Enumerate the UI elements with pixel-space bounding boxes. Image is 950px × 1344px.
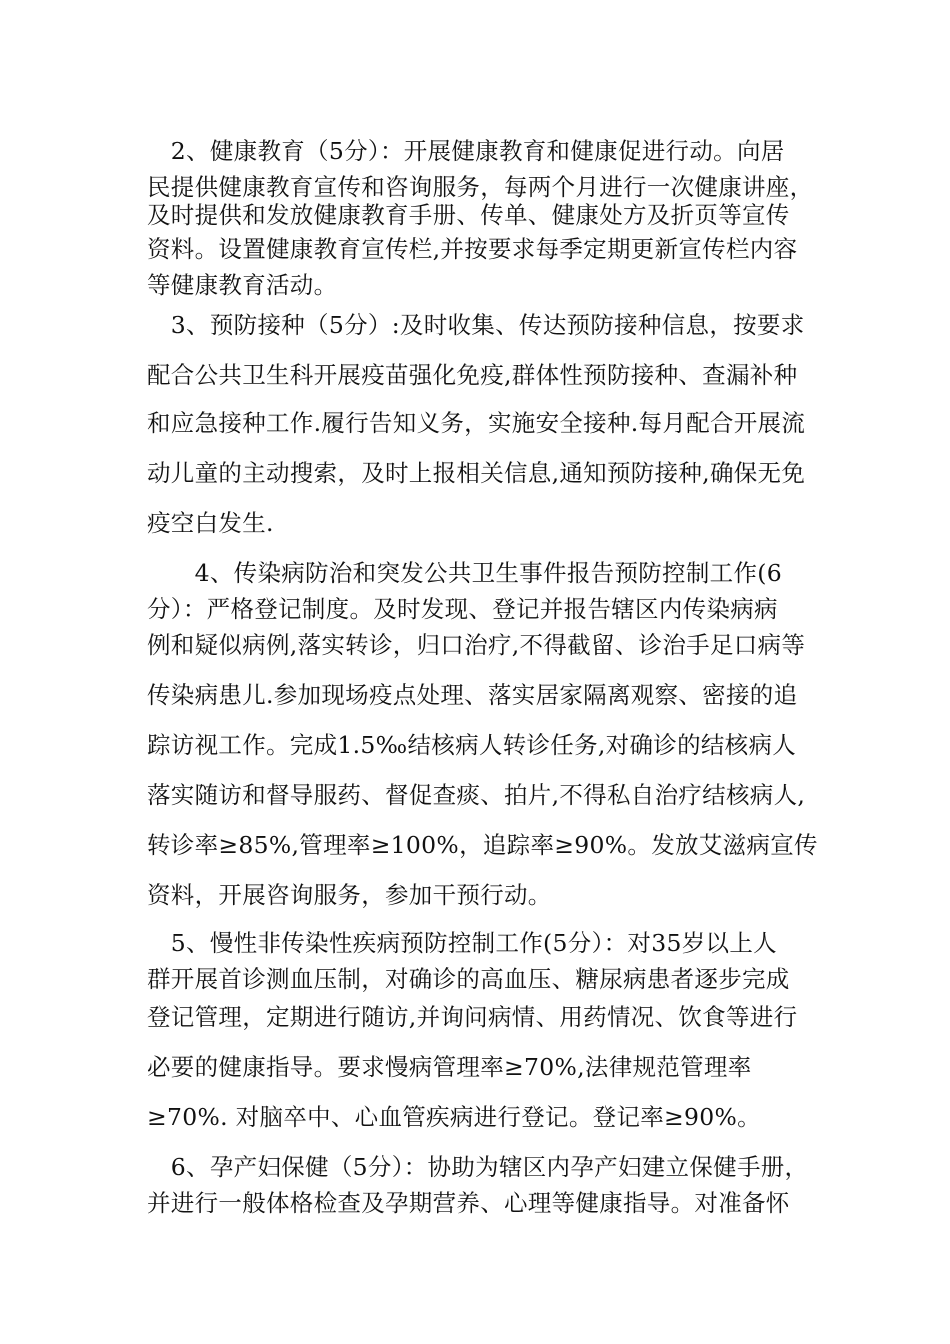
text-line: 6、孕产妇保健（5分）：协助为辖区内孕产妇建立保健手册， [147,1153,809,1181]
text-line: 4、传染病防治和突发公共卫生事件报告预防控制工作(6 [147,559,782,587]
text-line: 群开展首诊测血压制，对确诊的高血压、糖尿病患者逐步完成 [147,965,790,993]
text-line: 和应急接种工作.履行告知义务，实施安全接种.每月配合开展流 [147,409,806,437]
text-line: 疫空白发生. [147,509,274,537]
text-line: 并进行一般体格检查及孕期营养、心理等健康指导。对准备怀 [147,1189,790,1217]
text-line: 等健康教育活动。 [147,271,338,299]
text-line: 民提供健康教育宣传和咨询服务，每两个月进行一次健康讲座， [147,173,814,201]
text-line: 踪访视工作。完成1.5‰结核病人转诊任务,对确诊的结核病人 [147,731,797,759]
text-line: ≥70%. 对脑卒中、心血管疾病进行登记。登记率≥90%。 [147,1103,761,1131]
text-line: 落实随访和督导服药、督促查痰、拍片,不得私自治疗结核病人, [147,781,806,809]
text-line: 2、健康教育（5分）：开展健康教育和健康促进行动。向居 [147,137,785,165]
text-line: 传染病患儿.参加现场疫点处理、落实居家隔离观察、密接的追 [147,681,798,709]
text-line: 配合公共卫生科开展疫苗强化免疫,群体性预防接种、查漏补种 [147,361,798,389]
text-line: 及时提供和发放健康教育手册、传单、健康处方及折页等宣传 [147,201,790,229]
text-line: 分）：严格登记制度。及时发现、登记并报告辖区内传染病病 [147,595,778,623]
text-line: 3、预防接种（5分）:及时收集、传达预防接种信息，按要求 [147,311,805,339]
text-line: 动儿童的主动搜索，及时上报相关信息,通知预防接种,确保无免 [147,459,806,487]
text-line: 例和疑似病例,落实转诊，归口治疗,不得截留、诊治手足口病等 [147,631,806,659]
text-line: 登记管理，定期进行随访,并询问病情、用药情况、饮食等进行 [147,1003,798,1031]
text-line: 资料。设置健康教育宣传栏,并按要求每季定期更新宣传栏内容 [147,235,798,263]
text-line: 资料，开展咨询服务，参加干预行动。 [147,881,552,909]
text-line: 必要的健康指导。要求慢病管理率≥70%,法律规范管理率 [147,1053,752,1081]
text-line: 转诊率≥85%,管理率≥100%，追踪率≥90%。发放艾滋病宣传 [147,831,818,859]
text-line: 5、慢性非传染性疾病预防控制工作(5分）：对35岁以上人 [147,929,777,957]
